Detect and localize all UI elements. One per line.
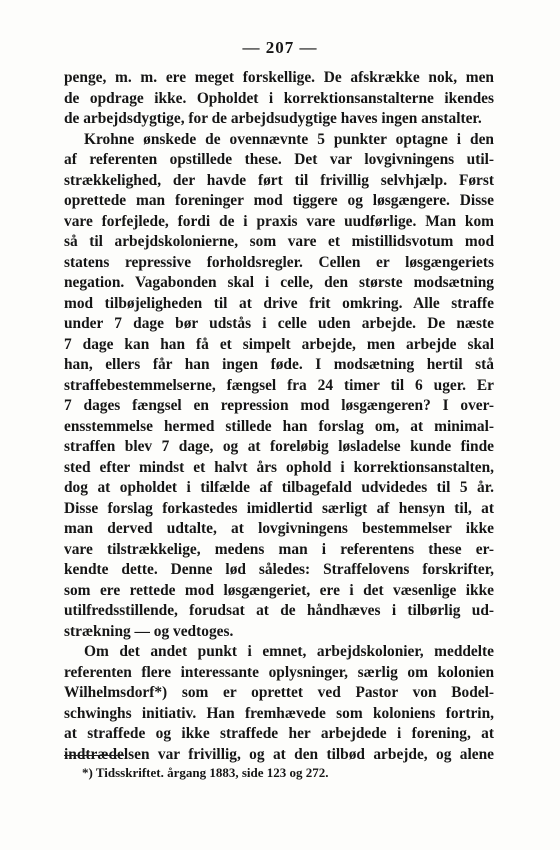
text-line: dog at opholdet i tilfælde af tilbagefald udvidedes til 5 år. bbox=[64, 479, 494, 496]
text-line: man derved udtalte, at lovgivningens bestemmelser ikke bbox=[64, 520, 494, 537]
text-line: de opdrage ikke. Opholdet i korrektionsanstalterne ikendes bbox=[64, 89, 494, 107]
text-line: straffebestemmelserne, fængsel fra 24 timer til 6 uger. Er bbox=[64, 376, 494, 394]
text-line: Wilhelmsdorf*) som er oprettet ved Pastor von Bodel- bbox=[64, 684, 494, 701]
text-line: af referenten opstillede these. Det var lovgivningens util- bbox=[64, 151, 494, 168]
text-line: ensstemmelse hermed stillede han forslag om, at minimal- bbox=[64, 417, 494, 435]
text-line: penge, m. m. ere meget forskellige. De afskrække nok, men bbox=[64, 69, 494, 86]
text-line: 7 dages fængsel en repression mod løsgængeren? I over- bbox=[64, 397, 494, 414]
text-line: vare tilstrækkelige, medens man i referentens these er- bbox=[64, 540, 494, 558]
text-line: schwinghs initiativ. Han fremhævede som koloniens fortrin, bbox=[64, 704, 494, 722]
text-line: oprettede man foreninger mod tiggere og løsgængere. Disse bbox=[64, 192, 494, 209]
text-line: han, ellers får han ingen føde. I modsætning hertil stå bbox=[64, 356, 494, 373]
text-line: negation. Vagabonden skal i celle, den største modsætning bbox=[64, 274, 494, 291]
text-line: kendte dette. Denne lød således: Straffelovens forskrifter, bbox=[64, 561, 494, 578]
footnote: *) Tidsskriftet. årgang 1883, side 123 og 272. bbox=[82, 765, 329, 780]
text-line: at straffede og ikke straffede her arbejdede i forening, at bbox=[64, 725, 494, 742]
text-line: strækning — og vedtoges. bbox=[64, 622, 234, 640]
text-line: så til arbejdskolonierne, som vare et mistillidsvotum mod bbox=[64, 233, 494, 250]
text-line: Disse forslag forkastedes imidlertid særligt af hensyn til, at bbox=[64, 499, 494, 517]
text-line: mod tilbøjeligheden til at drive frit omkring. Alle straffe bbox=[64, 294, 494, 312]
text-line: sted efter mindst et halvt års ophold i korrektionsanstalten, bbox=[64, 458, 494, 476]
text-line: de arbejdsdygtige, for de arbejdsudygtige haves ingen anstalter. bbox=[64, 110, 482, 127]
page-number: — 207 — bbox=[242, 38, 318, 57]
text-line: som ere rettede mod løsgængeriet, ere i det væsenlige ikke bbox=[64, 581, 494, 599]
text-line: Om det andet punkt i emnet, arbejdskolonier, meddelte bbox=[84, 643, 494, 660]
text-line: utilfredsstillende, forudsat at de håndhæves i tilbørlig ud- bbox=[64, 602, 494, 619]
text-line: under 7 dage bør udstås i celle uden arbejde. De næste bbox=[64, 315, 494, 332]
text-line: referenten flere interessante oplysninger, særlig om kolonien bbox=[64, 663, 494, 681]
body-text bbox=[64, 68, 494, 765]
text-line: Krohne ønskede de ovennævnte 5 punkter optagne i den bbox=[84, 130, 494, 148]
text-line: statens repressive forholdsregler. Cellen er løsgængeriets bbox=[64, 253, 494, 271]
text-line: indtrædelsen var frivillig, og at den tilbød arbejde, og alene bbox=[64, 745, 494, 763]
text-line: 7 dage kan han få et simpelt arbejde, men arbejde skal bbox=[64, 335, 494, 353]
text-line: straffen blev 7 dage, og at foreløbig løsladelse kunde finde bbox=[64, 438, 494, 455]
footnote-divider bbox=[64, 755, 124, 756]
text-line: vare forfejlede, fordi de i praxis vare uudførlige. Man kom bbox=[64, 212, 494, 230]
text-line: strækkelighed, der havde ført til frivillig selvhjælp. Først bbox=[64, 171, 494, 189]
